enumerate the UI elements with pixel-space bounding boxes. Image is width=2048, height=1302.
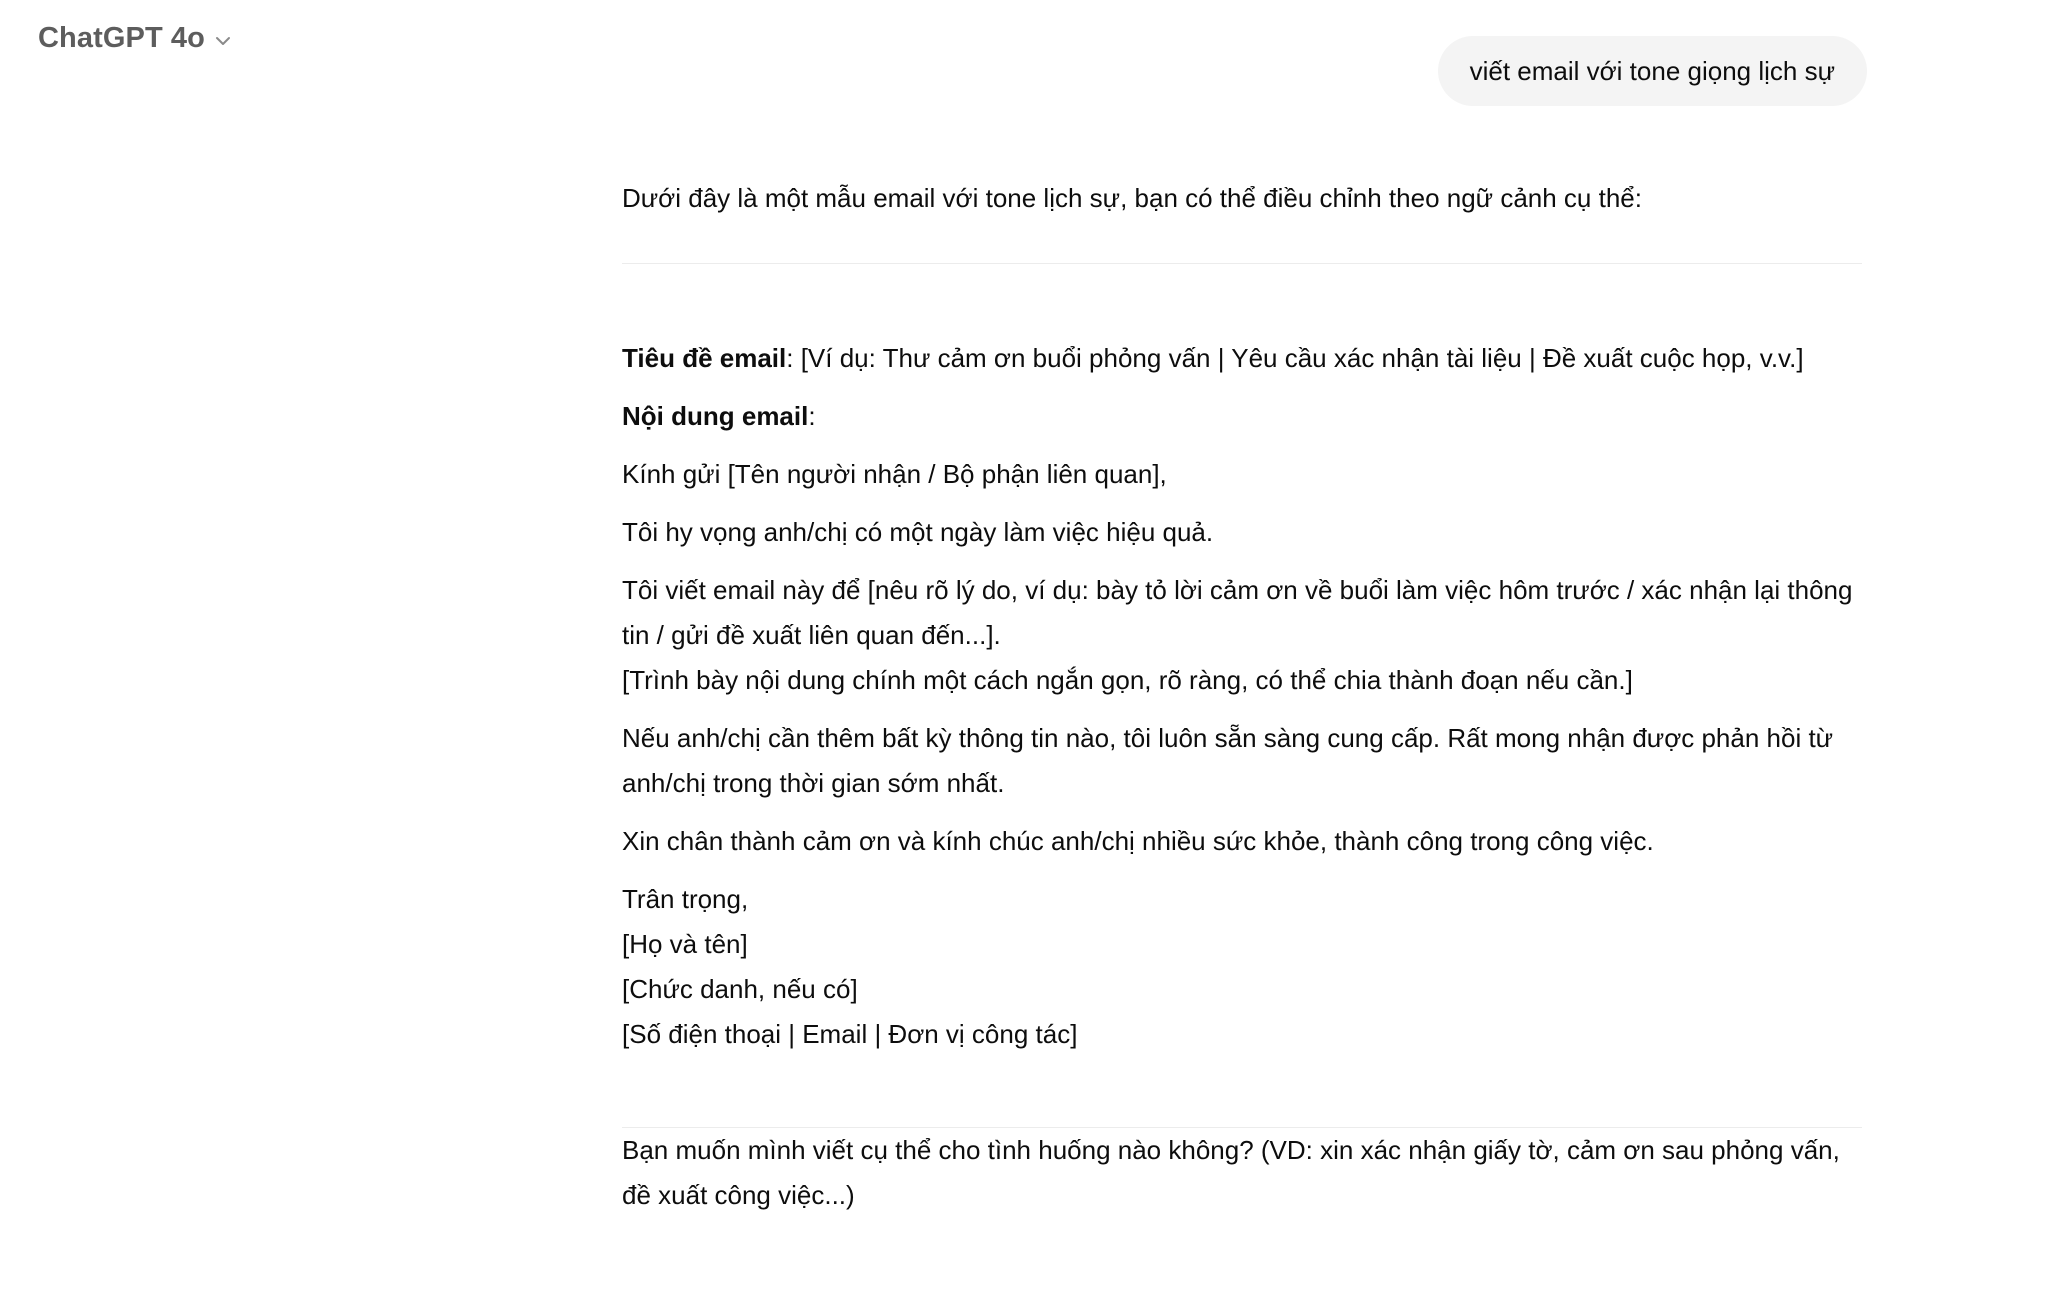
email-thanks: Xin chân thành cảm ơn và kính chúc anh/chị nhiều sức khỏe, thành công trong công việc. (622, 826, 1654, 856)
email-wish: Tôi hy vọng anh/chị có một ngày làm việc hiệu quả. (622, 517, 1214, 547)
email-body-heading (622, 394, 1862, 439)
model-name: ChatGPT 4o (38, 22, 205, 54)
user-message-bubble (1438, 36, 1867, 106)
chevron-down-icon (213, 31, 233, 51)
signature-title: [Chức danh, nếu có] (622, 974, 858, 1004)
model-switcher[interactable] (26, 14, 245, 63)
email-template (622, 336, 1862, 1057)
response-followup: Bạn muốn mình viết cụ thể cho tình huống nào không? (VD: xin xác nhận giấy tờ, cảm ơn sau phỏng vấn, đề xuất công việc...) (622, 1135, 1840, 1210)
signature-closing: Trân trọng, (622, 884, 749, 914)
email-purpose: Tôi viết email này để [nêu rõ lý do, ví dụ: bày tỏ lời cảm ơn về buổi làm việc hôm trước / xác nhận lại thông tin / gửi đề xuất liên quan đến...]. (622, 575, 1853, 650)
user-message-text: viết email với tone giọng lịch sự (1469, 55, 1835, 86)
signature-name: [Họ và tên] (622, 929, 748, 959)
divider (622, 263, 1862, 264)
email-offer: Nếu anh/chị cần thêm bất kỳ thông tin nào, tôi luôn sẵn sàng cung cấp. Rất mong nhận được phản hồi từ anh/chị trong thời gian sớm nhất. (622, 723, 1834, 798)
email-subject-line (622, 336, 1862, 381)
subject-value: : [Ví dụ: Thư cảm ơn buổi phỏng vấn | Yêu cầu xác nhận tài liệu | Đề xuất cuộc họp, v.v.] (786, 343, 1804, 373)
assistant-response (622, 176, 1862, 1218)
body-label-suffix: : (808, 401, 816, 431)
email-greeting: Kính gửi [Tên người nhận / Bộ phận liên quan], (622, 459, 1167, 489)
email-main-content: [Trình bày nội dung chính một cách ngắn gọn, rõ ràng, có thể chia thành đoạn nếu cần.] (622, 665, 1633, 695)
body-label: Nội dung email (622, 401, 809, 431)
subject-label: Tiêu đề email (622, 343, 787, 373)
signature-contact: [Số điện thoại | Email | Đơn vị công tác] (622, 1019, 1078, 1049)
response-intro: Dưới đây là một mẫu email với tone lịch sự, bạn có thể điều chỉnh theo ngữ cảnh cụ thể: (622, 183, 1642, 213)
email-signature (622, 877, 1862, 1057)
